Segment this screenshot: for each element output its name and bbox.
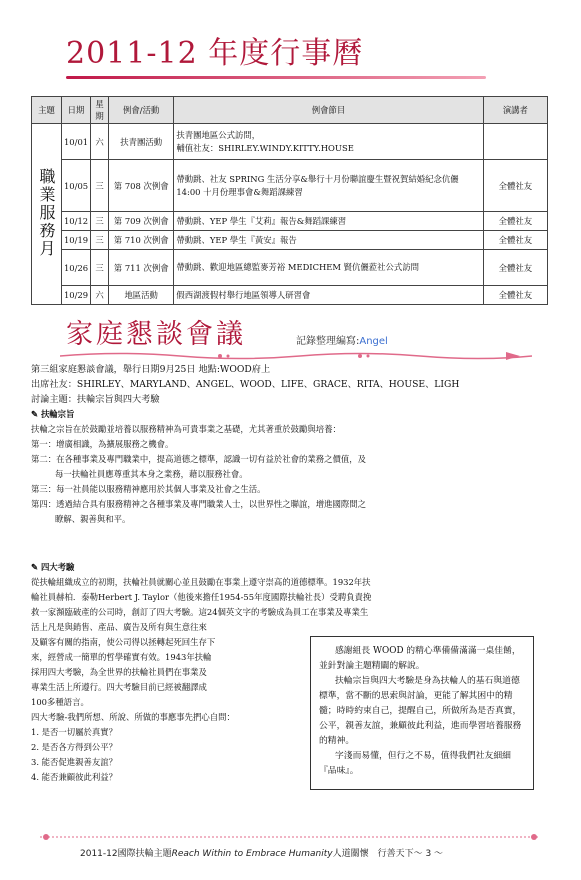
pen-icon: ✎ — [31, 409, 41, 419]
footer-suffix: 人道關懷 行善天下～ 3 ～ — [332, 849, 444, 859]
discussion-body — [31, 362, 548, 527]
thank-paragraph: 字淺而易懂，但行之不易，值得我們社友細細『品味』。 — [319, 751, 511, 776]
test-paragraph-line: 專業生活上所遵行。四大考驗目前已經被翻譯成 — [31, 682, 207, 692]
col-speaker: 演講者 — [483, 97, 547, 124]
purpose-item-cont: 瞭解、親善與和平。 — [55, 514, 131, 524]
event-weekday: 三 — [91, 160, 109, 212]
event-speaker: 全體社友 — [483, 231, 547, 250]
event-speaker — [483, 124, 547, 160]
event-meeting: 第 709 次例會 — [109, 212, 174, 231]
event-date: 10/19 — [61, 231, 90, 250]
table-row — [32, 250, 548, 286]
event-date: 10/26 — [61, 250, 90, 286]
program-line: 帶動跳、歡迎地區總監麥芳裕 MEDICHEM 賢伉儷蒞社公式訪問 — [176, 262, 420, 273]
event-weekday: 六 — [91, 124, 109, 160]
event-program — [174, 124, 483, 160]
event-meeting: 扶青團活動 — [109, 124, 174, 160]
month-theme-cell — [32, 124, 62, 305]
footer-prefix: 2011-12國際扶輪主題 — [80, 849, 172, 859]
page-title: 2011-12 年度行事曆 — [66, 36, 364, 71]
program-line: 假西湖渡假村舉行地區領導人研習會 — [176, 289, 311, 300]
event-program — [174, 286, 483, 305]
test-heading-row — [31, 560, 548, 575]
test-paragraph-line: 來，經營成一簡單的哲學確實有效。1943年扶輪 — [31, 652, 212, 662]
event-date: 10/01 — [61, 124, 90, 160]
col-meeting: 例會/活動 — [109, 97, 174, 124]
test-paragraph-line: 從扶輪組織成立的初期，扶輪社員就關心並且鼓勵在事業上遵守崇高的道德標準。1932年扶 — [31, 577, 371, 587]
test-item: 3. 能否促進親善友誼？ — [31, 757, 118, 767]
program-line: 扶青團地區公式訪問， — [176, 130, 261, 141]
purpose-item-cont: 每一扶輪社員應尊重其本身之業務，藉以服務社會。 — [55, 469, 248, 479]
event-weekday: 三 — [91, 212, 109, 231]
purpose-item: 第二：在各種事業及專門職業中，提高道德之標準，認識一切有益於社會的業務之價值，及 — [31, 454, 366, 464]
test-paragraph-line: 救一家瀕臨破產的公司時，創訂了四大考驗。這24個英文字的考驗成為員工在事業及專業生 — [31, 607, 369, 617]
table-row — [32, 212, 548, 231]
purpose-item: 第四：透過結合具有服務精神之各種事業及專門職業人士，以世界性之聯誼，增進國際間之 — [31, 499, 366, 509]
event-speaker: 全體社友 — [483, 160, 547, 212]
program-line: 帶動跳、社友 SPRING 生活分享&舉行十月份聯誼慶生暨祝賀結婚紀念伉儷 — [176, 174, 459, 185]
event-meeting: 第 711 次例會 — [109, 250, 174, 286]
events-table — [31, 96, 548, 305]
table-header-row — [32, 97, 548, 124]
test-closing: 四大考驗-我們所想、所說、所做的事應事先捫心自問： — [31, 712, 235, 722]
purpose-intro: 扶輪之宗旨在於鼓勵並培養以服務精神為可貴事業之基礎，尤其著重於鼓勵與培養： — [31, 424, 341, 434]
table-row — [32, 286, 548, 305]
title-underline — [66, 76, 486, 79]
test-item: 1. 是否一切屬於真實？ — [31, 727, 118, 737]
thank-you-box — [310, 636, 534, 790]
table-row — [32, 231, 548, 250]
test-heading: 四大考驗 — [40, 562, 75, 572]
test-paragraph-line: 100多種語言。 — [31, 697, 89, 707]
recorder-credit — [296, 332, 388, 347]
table-row — [32, 124, 548, 160]
event-meeting: 地區活動 — [109, 286, 174, 305]
program-line: 14:00 十月份理事會&舞蹈課練習 — [176, 186, 303, 197]
test-paragraph-line: 輪社員赫柏．泰勒Herbert J. Taylor（他後來擔任1954-55年度國際扶輪社長）受聘負責挽 — [31, 592, 372, 602]
footer-theme: Reach Within to Embrace Humanity — [171, 849, 333, 859]
page-footer — [80, 846, 443, 859]
col-date: 日期 — [61, 97, 90, 124]
discussion-title: 家庭懇談會議 — [66, 319, 246, 350]
meeting-intro: 第三組家庭懇談會議，舉行日期9月25日 地點:WOOD府上 — [31, 364, 271, 375]
purpose-item: 第一：增廣相識，為擴展服務之機會。 — [31, 439, 174, 449]
purpose-heading: 扶輪宗旨 — [40, 409, 75, 419]
event-weekday: 六 — [91, 286, 109, 305]
calendar-header — [66, 28, 506, 78]
program-line: 帶動跳、YEP 學生『黃安』報告 — [176, 234, 297, 245]
event-weekday: 三 — [91, 250, 109, 286]
discussion-header — [66, 312, 536, 364]
decorative-divider — [60, 350, 532, 362]
event-speaker: 全體社友 — [483, 212, 547, 231]
test-narrow-column — [31, 620, 301, 785]
event-date: 10/05 — [61, 160, 90, 212]
program-line: 輔值社友：SHIRLEY.WINDY.KITTY.HOUSE — [176, 142, 354, 153]
recorder-name: Angel — [359, 336, 388, 347]
event-meeting: 第 708 次例會 — [109, 160, 174, 212]
event-meeting: 第 710 次例會 — [109, 231, 174, 250]
test-paragraph-line: 活上凡是與銷售、產品、廣告及所有與生意往來 — [31, 622, 207, 632]
pen-icon: ✎ — [31, 562, 41, 572]
event-program — [174, 231, 483, 250]
test-paragraph-line: 及顧客有關的指南，使公司得以拯轉起死回生存下 — [31, 637, 216, 647]
month-theme: 職業服務月 — [36, 168, 56, 258]
col-weekday: 星期 — [91, 97, 109, 124]
event-program — [174, 250, 483, 286]
event-date: 10/12 — [61, 212, 90, 231]
footer-divider — [40, 832, 540, 842]
test-item: 2. 是否各方得到公平？ — [31, 742, 118, 752]
thank-paragraph: 扶輪宗旨與四大考驗是身為扶輪人的基石與道德標準，當不斷的思索與討論，更能了解其困中的精髓；時時約束自己，提醒自己，所做所為是否真實，公平，親善友誼，兼顧彼此利益，進而學習培養服務的精神。 — [319, 676, 522, 746]
col-program: 例會節目 — [174, 97, 483, 124]
test-item: 4. 能否兼顧彼此利益？ — [31, 772, 118, 782]
purpose-heading-row — [31, 407, 548, 422]
discussion-topic: 討論主題：扶輪宗旨與四大考驗 — [31, 394, 160, 405]
recorder-label: 記錄整理編寫: — [296, 336, 360, 347]
event-program — [174, 212, 483, 231]
event-weekday: 三 — [91, 231, 109, 250]
attendees: 出席社友：SHIRLEY、MARYLAND、ANGEL、WOOD、LIFE、GRACE、RITA、HOUSE、LIGH — [31, 379, 460, 390]
test-paragraph-line: 採用四大考驗，為全世界的扶輪社員們在事業及 — [31, 667, 207, 677]
event-program — [174, 160, 483, 212]
program-line: 帶動跳、YEP 學生『艾莉』報告&舞蹈課練習 — [176, 215, 347, 226]
col-theme: 主題 — [32, 97, 62, 124]
table-row — [32, 160, 548, 212]
event-speaker: 全體社友 — [483, 250, 547, 286]
event-speaker: 全體社友 — [483, 286, 547, 305]
purpose-item: 第三：每一社員能以服務精神應用於其個人事業及社會之生活。 — [31, 484, 266, 494]
thank-paragraph: 感謝組長 WOOD 的精心準備備滿滿一桌佳餚，並針對論主題精闢的解說。 — [319, 646, 521, 671]
event-date: 10/29 — [61, 286, 90, 305]
